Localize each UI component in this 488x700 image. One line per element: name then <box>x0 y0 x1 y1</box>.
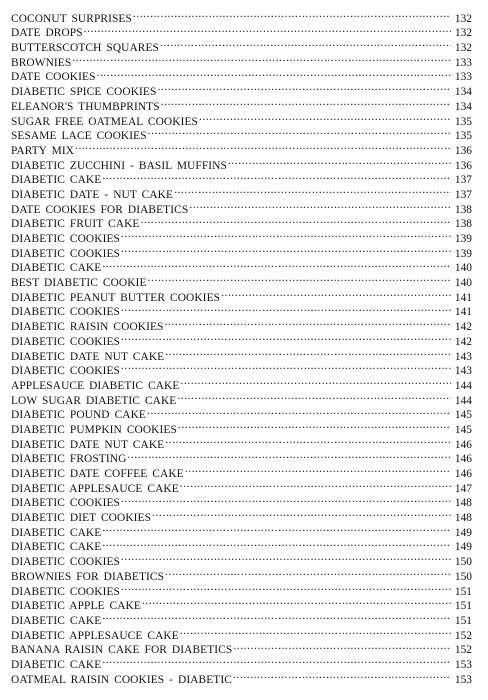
dot-leader <box>121 330 451 345</box>
toc-entry <box>11 66 472 84</box>
dot-leader <box>157 80 451 95</box>
page-number: 139 <box>454 247 472 260</box>
page-number: 151 <box>454 614 472 627</box>
page-number: 138 <box>454 203 472 216</box>
entry-title: DIABETIC CAKE <box>11 526 102 539</box>
entry-title: DIABETIC POUND CAKE <box>11 409 146 422</box>
entry-title: ELEANOR'S THUMBPRINTS <box>11 100 160 113</box>
entry-title: LOW SUGAR DIABETIC CAKE <box>11 394 177 407</box>
dot-leader <box>121 580 451 595</box>
dot-leader <box>199 110 451 125</box>
dot-leader <box>148 125 451 140</box>
dot-leader <box>228 154 451 169</box>
dot-leader <box>164 315 451 330</box>
entry-title: BROWNIES FOR DIABETICS <box>11 570 165 583</box>
dot-leader <box>102 653 451 668</box>
page-number: 141 <box>454 291 472 304</box>
entry-title: DIABETIC CAKE <box>11 174 102 187</box>
entry-title: DATE DROPS <box>11 27 83 40</box>
entry-title: BUTTERSCOTCH SQUARES <box>11 42 159 55</box>
dot-leader <box>165 433 451 448</box>
page-number: 151 <box>454 585 472 598</box>
entry-title: DIABETIC COOKIES <box>11 335 120 348</box>
entry-title: DIABETIC RAISIN COOKIES <box>11 321 164 334</box>
page-number: 143 <box>454 365 472 378</box>
toc-entry <box>11 139 472 157</box>
dot-leader <box>75 139 451 154</box>
dot-leader <box>189 198 451 213</box>
entry-title: DIABETIC CAKE <box>11 614 102 627</box>
page-number: 148 <box>454 497 472 510</box>
dot-leader <box>221 286 451 301</box>
entry-title: DIABETIC CAKE <box>11 658 102 671</box>
entry-title: DIABETIC COOKIES <box>11 497 120 510</box>
page-number: 132 <box>454 12 472 25</box>
dot-leader <box>121 227 451 242</box>
page-number: 147 <box>454 482 472 495</box>
page-number: 149 <box>454 526 472 539</box>
page-number: 132 <box>454 27 472 40</box>
entry-title: BANANA RAISIN CAKE FOR DIABETICS <box>11 644 233 657</box>
dot-leader <box>102 257 451 272</box>
toc-entry <box>11 7 472 25</box>
entry-title: DIABETIC DATE NUT CAKE <box>11 438 165 451</box>
dot-leader <box>97 66 451 81</box>
entry-title: DIABETIC FRUIT CAKE <box>11 218 140 231</box>
dot-leader <box>165 565 451 580</box>
page-number: 152 <box>454 644 472 657</box>
entry-title: BEST DIABETIC COOKIE <box>11 277 147 290</box>
page-number: 137 <box>454 188 472 201</box>
entry-title: DIABETIC DIET COOKIES <box>11 512 152 525</box>
dot-leader <box>180 477 451 492</box>
entry-title: DIABETIC CAKE <box>11 541 102 554</box>
page-number: 146 <box>454 453 472 466</box>
entry-title: DIABETIC ZUCCHINI - BASIL MUFFINS <box>11 159 227 172</box>
page-number: 149 <box>454 541 472 554</box>
page-number: 134 <box>454 100 472 113</box>
page-number: 141 <box>454 306 472 319</box>
dot-leader <box>160 36 451 51</box>
dot-leader <box>233 639 451 654</box>
dot-leader <box>165 345 451 360</box>
entry-title: OATMEAL RAISIN COOKIES - DIABETIC <box>11 673 232 686</box>
page-number: 140 <box>454 262 472 275</box>
entry-title: DIABETIC COOKIES <box>11 306 120 319</box>
dot-leader <box>233 668 451 683</box>
entry-title: DIABETIC DATE COFFEE CAKE <box>11 468 184 480</box>
entry-title: DIABETIC COOKIES <box>11 233 120 245</box>
entry-title: COCONUT SURPRISES <box>11 12 132 25</box>
page-number: 145 <box>454 423 472 436</box>
page-number: 146 <box>454 468 472 480</box>
dot-leader <box>127 448 451 463</box>
page-number: 134 <box>454 86 472 99</box>
page-number: 133 <box>454 71 472 84</box>
entry-title: BROWNIES <box>11 56 72 69</box>
entry-title: DIABETIC COOKIES <box>11 247 120 260</box>
toc-entry <box>11 51 472 69</box>
entry-title: DIABETIC COOKIES <box>11 585 120 598</box>
entry-title: DIABETIC DATE NUT CAKE <box>11 350 165 363</box>
entry-title: APPLESAUCE DIABETIC CAKE <box>11 379 180 392</box>
page-number: 152 <box>454 629 472 642</box>
page-number: 135 <box>454 115 472 128</box>
entry-title: DIABETIC CAKE <box>11 262 102 275</box>
entry-title: DIABETIC PUMPKIN COOKIES <box>11 423 177 436</box>
page-number: 153 <box>454 658 472 671</box>
entry-title: SESAME LACE COOKIES <box>11 130 147 143</box>
page-number: 136 <box>454 159 472 172</box>
dot-leader <box>147 404 451 419</box>
page-number: 145 <box>454 409 472 422</box>
entry-title: DIABETIC FROSTING <box>11 453 127 466</box>
entry-title: SUGAR FREE OATMEAL COOKIES <box>11 115 198 128</box>
page-number: 138 <box>454 218 472 231</box>
dot-leader <box>140 213 451 228</box>
entry-title: DIABETIC APPLE CAKE <box>11 600 141 613</box>
dot-leader <box>121 550 451 565</box>
page-number: 139 <box>454 233 472 245</box>
page-number: 150 <box>454 556 472 569</box>
dot-leader <box>121 242 451 257</box>
entry-title: DATE COOKIES FOR DIABETICS <box>11 203 189 216</box>
entry-title: DIABETIC PEANUT BUTTER COOKIES <box>11 291 221 304</box>
dot-leader <box>72 51 451 66</box>
entry-title: DIABETIC APPLESAUCE CAKE <box>11 629 179 642</box>
page-number: 140 <box>454 277 472 290</box>
page-number: 146 <box>454 438 472 451</box>
page-number: 133 <box>454 56 472 69</box>
page-number: 143 <box>454 350 472 363</box>
dot-leader <box>174 183 451 198</box>
page-number: 142 <box>454 321 472 334</box>
dot-leader <box>178 418 451 433</box>
dot-leader <box>121 492 451 507</box>
entry-title: PARTY MIX <box>11 144 75 157</box>
dot-leader <box>161 95 451 110</box>
dot-leader <box>180 374 451 389</box>
dot-leader <box>102 609 451 624</box>
page-number: 132 <box>454 42 472 55</box>
dot-leader <box>84 22 451 37</box>
dot-leader <box>102 521 451 536</box>
toc-entry <box>11 154 472 172</box>
page-number: 151 <box>454 600 472 613</box>
table-of-contents <box>11 7 472 686</box>
entry-title: DIABETIC SPICE COOKIES <box>11 86 157 99</box>
page-number: 144 <box>454 379 472 392</box>
dot-leader <box>177 389 451 404</box>
dot-leader <box>102 536 451 551</box>
page-number: 136 <box>454 144 472 157</box>
page-number: 142 <box>454 335 472 348</box>
entry-title: DIABETIC APPLESAUCE CAKE <box>11 482 179 495</box>
page-number: 153 <box>454 673 472 686</box>
dot-leader <box>121 301 451 316</box>
dot-leader <box>148 271 451 286</box>
page-number: 150 <box>454 570 472 583</box>
page-number: 135 <box>454 130 472 143</box>
dot-leader <box>102 169 451 184</box>
entry-title: DIABETIC COOKIES <box>11 365 120 378</box>
dot-leader <box>133 7 451 22</box>
dot-leader <box>121 360 451 375</box>
dot-leader <box>180 624 451 639</box>
entry-title: DIABETIC COOKIES <box>11 556 120 569</box>
dot-leader <box>152 506 451 521</box>
page-number: 137 <box>454 174 472 187</box>
dot-leader <box>185 462 451 477</box>
entry-title: DATE COOKIES <box>11 71 96 84</box>
entry-title: DIABETIC DATE - NUT CAKE <box>11 188 174 201</box>
dot-leader <box>142 595 451 610</box>
page-number: 148 <box>454 512 472 525</box>
page-number: 144 <box>454 394 472 407</box>
